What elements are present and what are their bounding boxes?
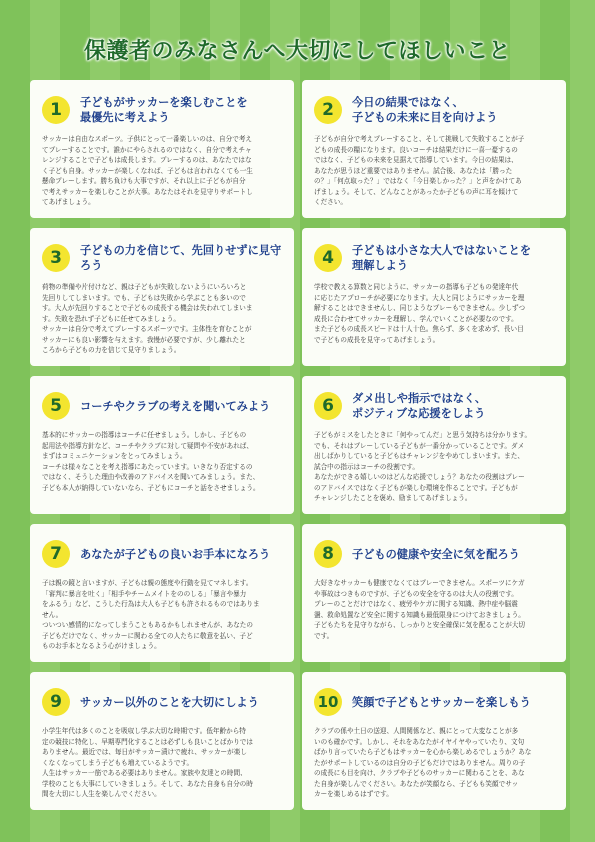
body-line: 小学生年代は多くのことを吸収し学ぶ大切な時期です。低年齢から特 xyxy=(42,727,246,735)
page-title: 保護者のみなさんへ大切にしてほしいこと xyxy=(83,39,512,64)
body-line: どもの成長の糧になります。良いコーチは結果だけに一喜一憂するの xyxy=(314,145,518,154)
tip-card-3 xyxy=(30,228,294,366)
number-badge: 10 xyxy=(314,688,342,716)
body-line: ものお手本となるよう心がけましょう。 xyxy=(42,642,161,650)
number-badge: 4 xyxy=(314,244,342,272)
card-title-line: ポジティブな応援をしよう xyxy=(352,407,486,420)
body-line: 子どもが自分で考えプレーすること、そして挑戦して失敗することが子 xyxy=(314,135,525,143)
body-line: ころから子どもの力を信じて見守りましょう。 xyxy=(42,346,181,354)
body-line: 「審判に暴言を吐く」「相手やチームメイトをののしる」「暴言や暴力 xyxy=(42,589,247,598)
body-line: まずはコミュニケーションをとってみましょう。 xyxy=(42,452,187,460)
body-line: 人生はサッカー一筋である必要はありません。家族や友達との時間、 xyxy=(42,769,247,777)
body-line: 盪、救命処置など安全に関する知識も最低限身につけておきましょう。 xyxy=(314,610,525,619)
body-line: 子ども本人が納得していないなら、子どもにコーチと話をさせましょう。 xyxy=(42,483,260,492)
body-line: の成長にも目を向け、クラブや子どものサッカーに関わることを、あな xyxy=(314,769,525,777)
card-title-line: コーチやクラブの考えを聞いてみよう xyxy=(80,399,271,413)
body-line: 出しばかりしていると子どもはチャレンジをやめてしまいます。また、 xyxy=(314,452,524,460)
card-header xyxy=(42,534,284,574)
card-title xyxy=(80,547,270,562)
card-header xyxy=(314,386,556,426)
body-line: 子どもたちを見守りながら、しっかりと安全確保に気を配ることが大切 xyxy=(314,621,525,629)
body-line: 先回りしてしまいます。でも、子どもは失敗から学ぶことも多いので xyxy=(42,293,246,302)
number-badge: 1 xyxy=(42,96,70,124)
card-header xyxy=(314,238,556,278)
card-body xyxy=(314,578,556,641)
body-line: 子どもがミスをしたときに「何やってんだ」と思う気持ちは分かります。 xyxy=(314,431,532,439)
body-line: 起用法や指導方針など、コーチやクラブに対して疑問や不安があれば、 xyxy=(42,441,253,450)
tip-card-2 xyxy=(302,80,566,218)
number-badge: 3 xyxy=(42,244,70,272)
card-title-line: 子どもの力を信じて、先回りせずに見守ろう xyxy=(80,244,282,272)
body-line: プレーのことだけではなく、疲労やケガに関する知識、熱中症や脳震 xyxy=(314,600,518,608)
body-line: ではなく、子どもの未来を見据えて指導しています。今日の結果は、 xyxy=(314,156,518,164)
body-line: 子は親の鏡と言いますが、子どもは親の態度や行動を見てマネします。 xyxy=(42,579,253,587)
card-title xyxy=(80,695,259,710)
body-line: サッカーは自分で考えてプレーするスポーツです。主体性を育むことが xyxy=(42,325,252,333)
number-badge: 7 xyxy=(42,540,70,568)
body-line: ください。 xyxy=(314,198,347,206)
card-body xyxy=(42,430,284,493)
body-line: 荷物の準備や片付けなど、親は子どもが失敗しないようにいろいろと xyxy=(42,283,247,291)
card-title xyxy=(352,391,486,421)
body-line: 学校で教える算数と同じように、サッカーの指導も子どもの発達年代 xyxy=(314,283,519,291)
body-line: カーを楽しめるはずです。 xyxy=(314,790,393,798)
body-line: 解することはできませんし、同じようなプレーもできません。少しずつ xyxy=(314,304,526,312)
body-line: です。 xyxy=(314,631,334,640)
body-line: げましょう。そして、どんなことがあったか子どもの声に耳を傾けて xyxy=(314,187,519,196)
tip-card-8 xyxy=(302,524,566,662)
card-title xyxy=(352,547,520,562)
tip-card-5 xyxy=(30,376,294,514)
body-line: たがサポートしているのは自分の子どもだけではありません。周りの子 xyxy=(314,758,526,767)
card-header xyxy=(42,386,284,426)
body-line: てプレーすることです。誰かにやらされるのではなく、自分で考えチャ xyxy=(42,145,252,154)
card-title-line: 子どもの健康や安全に気を配ろう xyxy=(352,547,520,561)
body-line: ついつい感情的になってしまうこともあるかもしれませんが、あなたの xyxy=(42,621,253,629)
body-line: に応じたアプローチが必要になります。大人と同じようにサッカーを理 xyxy=(314,293,525,302)
body-line: 定の競技に特化し、早期専門化することは必ずしも良いことばかりでは xyxy=(42,737,253,746)
body-line: の？」「何点取った？」ではなく「今日楽しかった？」と声をかけてあ xyxy=(314,177,522,185)
card-title xyxy=(80,243,284,273)
body-line: また子どもの成長スピードは十人十色。焦らず、多くを求めず、長い目 xyxy=(314,325,524,333)
card-header xyxy=(42,238,284,278)
body-line: クラブの係や土日の送迎、人間関係など、親にとって大変なことが多 xyxy=(314,727,519,735)
body-line: サッカーにも良い影響を与えます。我慢が必要ですが、少し離れたと xyxy=(42,335,246,344)
body-line: 基本的にサッカーの指導はコーチに任せましょう。しかし、子どもの xyxy=(42,431,247,439)
card-title-line: 理解しよう xyxy=(352,259,408,272)
card-header xyxy=(314,90,556,130)
body-line: あなたができる嬉しいのはどんな応援でしょう？あなたの役割はプレー xyxy=(314,473,525,481)
body-line: で考えサッカーを楽しむことが大事。あなたはそれを見守りサポートし xyxy=(42,187,253,196)
number-badge: 9 xyxy=(42,688,70,716)
card-header xyxy=(314,534,556,574)
card-title-line: 子どもの未来に目を向けよう xyxy=(352,111,498,124)
card-title xyxy=(352,95,497,125)
card-title-line: 子どもは小さな大人ではないことを xyxy=(352,244,532,257)
tip-card-10 xyxy=(302,672,566,810)
body-line: いのも確かです。しかし、それをあなたがイヤイヤやっていたり、文句 xyxy=(314,737,525,746)
body-line: ではなく、そうした理由や改善のアドバイスを聞いてみましょう。また、 xyxy=(42,473,260,481)
body-line: た自身が楽しんでください。あなたが笑顔なら、子どもも笑顔でサッ xyxy=(314,779,519,788)
body-line: レンジすることで子どもは成長します。プレーするのは、あなたではな xyxy=(42,156,252,164)
body-line: くなくなってしまう子どもも増えているようです。 xyxy=(42,758,194,767)
body-line: てあげましょう。 xyxy=(42,198,95,206)
card-body xyxy=(314,134,556,208)
body-line: せん。 xyxy=(42,610,63,619)
body-line: 間を大切にし人生を楽しんでください。 xyxy=(42,790,161,798)
card-title-line: あなたが子どもの良いお手本になろう xyxy=(80,547,271,561)
body-line: 子どもだけでなく、サッカーに関わる全ての人たちに敬意を払い、子ど xyxy=(42,631,253,640)
number-badge: 6 xyxy=(314,392,342,420)
number-badge: 2 xyxy=(314,96,342,124)
card-title xyxy=(352,243,531,273)
body-line: 試合中の指示はコーチの役割です。 xyxy=(314,462,419,471)
card-body xyxy=(314,282,556,345)
body-line: をふるう」など、こうした行為は大人も子どもも許されるものではありま xyxy=(42,600,260,608)
body-line: ばかり言っていたら子どもはサッカーを心から楽しめるでしょうか？あな xyxy=(314,748,532,756)
card-title xyxy=(80,399,270,414)
body-line: サッカーは自由なスポーツ。子供にとって一番楽しいのは、自分で考え xyxy=(42,135,253,143)
tip-card-4 xyxy=(302,228,566,366)
body-line: や事故はつきものですが、子どもの安全を守るのは大人の役割です。 xyxy=(314,589,518,598)
body-line: ありません。最近では、毎日がサッカー漬けで疲れ、サッカーが楽し xyxy=(42,748,247,756)
card-header xyxy=(314,682,556,722)
tip-card-6 xyxy=(302,376,566,514)
body-line: 成長に合わせてサッカーを理解し、学んでいくことが必要なのです。 xyxy=(314,314,518,323)
card-title xyxy=(352,695,531,710)
card-header xyxy=(42,682,284,722)
card-body xyxy=(42,134,284,208)
body-line: で子どもの成長を見守ってあげましょう。 xyxy=(314,335,440,344)
body-line: 懸命プレーします。勝ち負けも大事ですが、それ以上に子どもが自分 xyxy=(42,177,246,185)
body-line: す。失敗を恐れず子どもに任せてみましょう。 xyxy=(42,314,180,323)
body-line: 学校のことも大事にしていきましょう。そして、あなた自身も自分の時 xyxy=(42,779,253,788)
body-line: く子ども自身。サッカーが楽しくなれば、子どもは言われなくても一生 xyxy=(42,166,253,175)
number-badge: 8 xyxy=(314,540,342,568)
body-line: コーチは様々なことを考え指導にあたっています。いきなり否定するの xyxy=(42,462,253,471)
body-line: チャレンジしたことを褒め、励ましてあげましょう。 xyxy=(314,494,472,502)
body-line: す。大人が先回りすることで子どもの成長する機会は失われてしまいま xyxy=(42,304,253,312)
card-header xyxy=(42,90,284,130)
card-body xyxy=(42,282,284,356)
body-line: のアドバイスではなく子どもが楽しむ環境を作ることです。子どもが xyxy=(314,483,518,492)
card-title-line: 笑顔で子どもとサッカーを楽しもう xyxy=(352,695,531,709)
card-title xyxy=(80,95,248,125)
number-badge: 5 xyxy=(42,392,70,420)
card-body xyxy=(42,578,284,652)
tip-card-7 xyxy=(30,524,294,662)
card-body xyxy=(42,726,284,800)
card-title-line: 最優先に考えよう xyxy=(80,111,170,124)
body-line: 大好きなサッカーも健康でなくてはプレーできません。スポーツにケガ xyxy=(314,579,525,587)
body-line: でも、それはプレーしている子どもが一番分かっていることです。ダメ xyxy=(314,441,525,450)
card-title-line: ダメ出しや指示ではなく、 xyxy=(352,392,487,405)
tip-card-9 xyxy=(30,672,294,810)
card-body xyxy=(314,430,556,504)
card-body xyxy=(314,726,556,800)
card-title-line: 今日の結果ではなく、 xyxy=(352,96,464,109)
tip-card-1 xyxy=(30,80,294,218)
body-line: あなたが思うほど重要ではありません。試合後、あなたは「勝った xyxy=(314,166,513,175)
card-title-line: サッカー以外のことを大切にしよう xyxy=(80,695,259,709)
card-title-line: 子どもがサッカーを楽しむことを xyxy=(80,96,248,109)
